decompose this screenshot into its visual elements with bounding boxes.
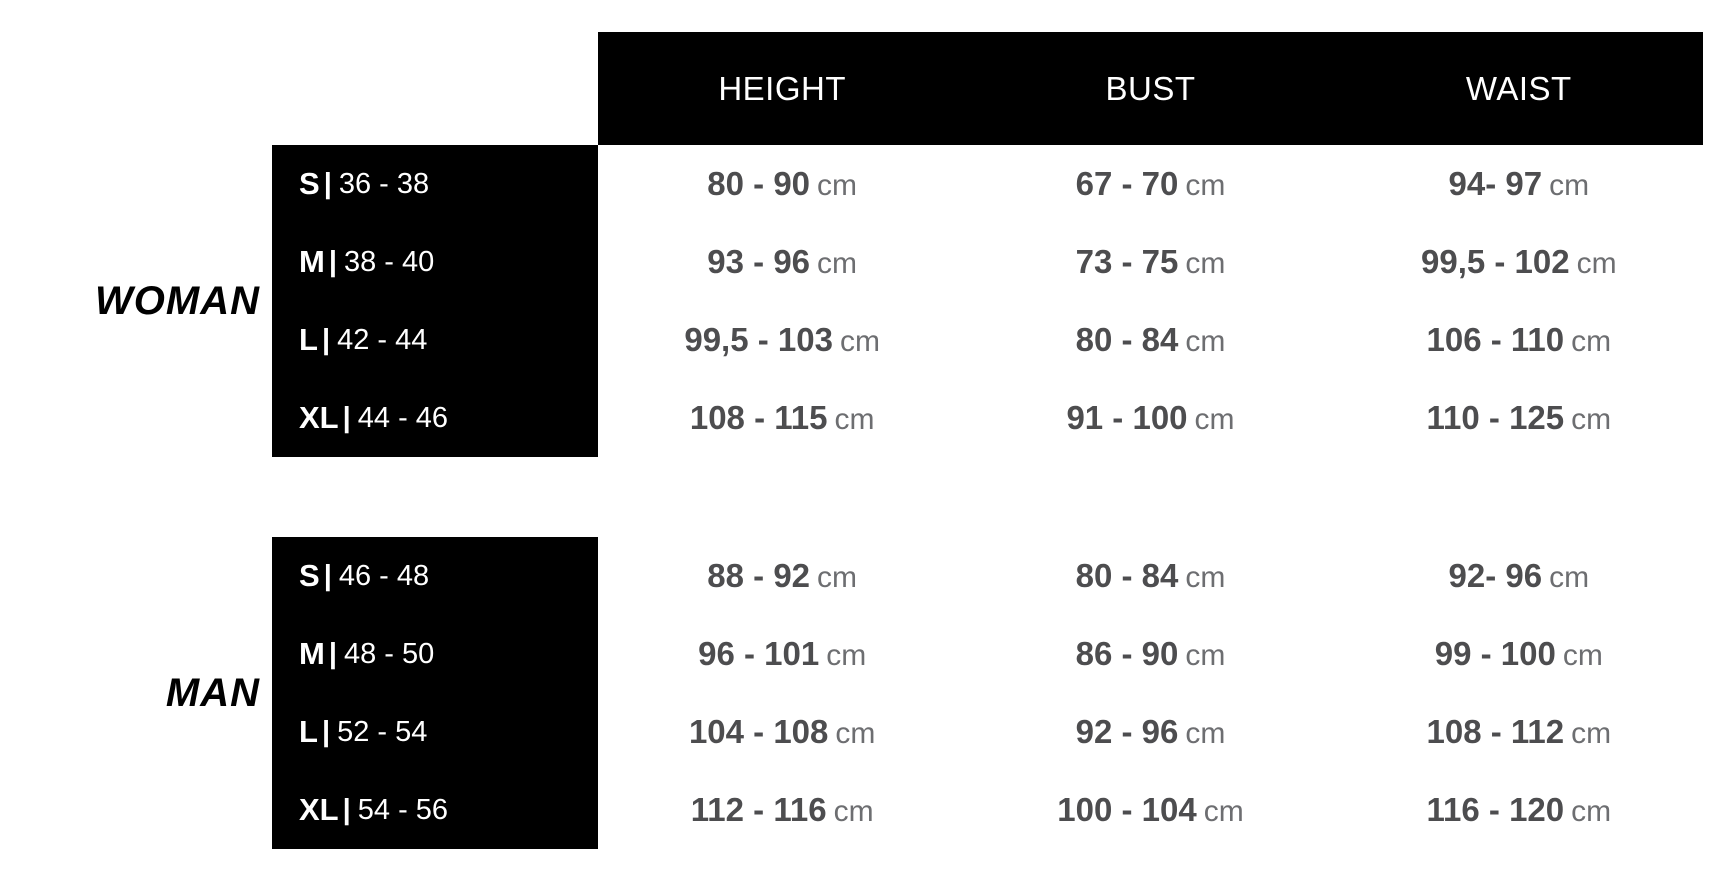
size-code: L: [299, 714, 318, 749]
table-row: [598, 301, 1703, 379]
measure-unit: cm: [839, 325, 880, 358]
size-separator: |: [323, 559, 332, 592]
group-man: [0, 537, 1711, 849]
measure-unit: cm: [1571, 403, 1612, 436]
measure-value: 73 - 75: [1075, 243, 1179, 280]
cell-height: [598, 243, 966, 281]
measure-unit: cm: [1185, 247, 1226, 280]
size-code: M: [299, 636, 325, 671]
cell-height: [598, 713, 966, 751]
size-separator: |: [321, 715, 331, 748]
size-row: [272, 537, 598, 615]
measure-value: 108 - 115: [689, 399, 828, 436]
size-row: [272, 301, 598, 379]
cell-bust: [966, 399, 1334, 437]
measure-value: 94- 97: [1448, 165, 1543, 202]
measure-unit: cm: [1571, 325, 1612, 358]
size-column-man: [272, 537, 598, 849]
measure-grid-woman: [598, 145, 1703, 457]
column-header-height: HEIGHT: [718, 69, 846, 107]
measure-unit: cm: [1549, 169, 1590, 202]
measure-unit: cm: [1571, 795, 1612, 828]
table-row: [598, 537, 1703, 615]
measure-unit: cm: [826, 639, 867, 672]
measure-unit: cm: [833, 795, 874, 828]
cell-waist: [1335, 557, 1703, 595]
measure-unit: cm: [1185, 561, 1226, 594]
table-row: [598, 771, 1703, 849]
measure-value: 80 - 84: [1075, 557, 1179, 594]
measure-unit: cm: [834, 403, 875, 436]
measure-value: 92- 96: [1448, 557, 1543, 594]
measure-value: 99,5 - 103: [684, 321, 833, 358]
measure-unit: cm: [1571, 717, 1612, 750]
measure-unit: cm: [1185, 169, 1226, 202]
size-range: 48 - 50: [343, 637, 435, 670]
size-code: S: [299, 558, 320, 593]
size-row: [272, 379, 598, 457]
size-separator: |: [328, 245, 337, 278]
measure-unit: cm: [1203, 795, 1244, 828]
cell-waist: [1335, 713, 1703, 751]
size-separator: |: [321, 323, 331, 356]
cell-waist: [1335, 243, 1703, 281]
size-range: 38 - 40: [343, 245, 435, 278]
measure-unit: cm: [1549, 561, 1590, 594]
cell-height: [598, 557, 966, 595]
size-range: 46 - 48: [338, 559, 430, 592]
measure-value: 80 - 90: [707, 165, 811, 202]
measure-value: 91 - 100: [1066, 399, 1188, 436]
group-label-man: MAN: [165, 670, 260, 715]
cell-bust: [966, 321, 1334, 359]
measure-value: 67 - 70: [1075, 165, 1179, 202]
table-row: [598, 693, 1703, 771]
size-range: 44 - 46: [357, 401, 449, 434]
cell-waist: [1335, 399, 1703, 437]
size-code: L: [299, 322, 318, 357]
measure-unit: cm: [1562, 639, 1603, 672]
size-separator: |: [323, 167, 332, 200]
size-row: [272, 223, 598, 301]
cell-bust: [966, 557, 1334, 595]
measure-unit: cm: [1576, 247, 1617, 280]
table-row: [598, 223, 1703, 301]
cell-waist: [1335, 165, 1703, 203]
size-code: XL: [299, 792, 339, 827]
cell-bust: [966, 635, 1334, 673]
group-woman: [0, 145, 1711, 457]
size-range: 54 - 56: [357, 793, 449, 826]
table-row: [598, 145, 1703, 223]
size-row: [272, 145, 598, 223]
size-range: 36 - 38: [338, 167, 430, 200]
measure-unit: cm: [1185, 717, 1226, 750]
cell-height: [598, 635, 966, 673]
measure-unit: cm: [835, 717, 876, 750]
size-separator: |: [328, 637, 337, 670]
measure-value: 100 - 104: [1057, 791, 1197, 828]
measure-value: 104 - 108: [688, 713, 829, 750]
cell-bust: [966, 165, 1334, 203]
measure-unit: cm: [817, 247, 858, 280]
column-header-waist: WAIST: [1465, 69, 1572, 107]
cell-height: [598, 165, 966, 203]
size-code: XL: [299, 400, 339, 435]
cell-height: [598, 321, 966, 359]
group-label-woman: WOMAN: [95, 278, 260, 323]
measure-grid-man: [598, 537, 1703, 849]
measure-value: 92 - 96: [1075, 713, 1179, 750]
cell-bust: [966, 791, 1334, 829]
cell-height: [598, 399, 966, 437]
cell-height: [598, 791, 966, 829]
measure-value: 99 - 100: [1434, 635, 1556, 672]
size-row: [272, 693, 598, 771]
table-row: [598, 615, 1703, 693]
measure-value: 112 - 116: [690, 791, 827, 828]
measure-unit: cm: [817, 169, 858, 202]
table-row: [598, 379, 1703, 457]
table-header: [598, 32, 1703, 145]
measure-value: 96 - 101: [698, 635, 820, 672]
size-range: 52 - 54: [337, 715, 428, 748]
measure-unit: cm: [1185, 325, 1226, 358]
measure-unit: cm: [1185, 639, 1226, 672]
measure-value: 99,5 - 102: [1421, 243, 1570, 280]
size-row: [272, 615, 598, 693]
cell-bust: [966, 713, 1334, 751]
size-code: S: [299, 166, 320, 201]
measure-value: 80 - 84: [1075, 321, 1179, 358]
cell-waist: [1335, 321, 1703, 359]
size-range: 42 - 44: [337, 323, 428, 356]
measure-unit: cm: [817, 561, 858, 594]
measure-value: 110 - 125: [1426, 399, 1565, 436]
column-header-bust: BUST: [1105, 69, 1196, 107]
size-column-woman: [272, 145, 598, 457]
measure-value: 86 - 90: [1075, 635, 1179, 672]
size-row: [272, 771, 598, 849]
measure-value: 106 - 110: [1426, 321, 1565, 358]
measure-value: 116 - 120: [1426, 791, 1565, 828]
size-separator: |: [342, 793, 351, 826]
measure-value: 88 - 92: [707, 557, 811, 594]
cell-waist: [1335, 635, 1703, 673]
measure-value: 108 - 112: [1426, 713, 1565, 750]
size-separator: |: [342, 401, 351, 434]
cell-waist: [1335, 791, 1703, 829]
measure-unit: cm: [1194, 403, 1235, 436]
size-code: M: [299, 244, 325, 279]
measure-value: 93 - 96: [707, 243, 811, 280]
cell-bust: [966, 243, 1334, 281]
